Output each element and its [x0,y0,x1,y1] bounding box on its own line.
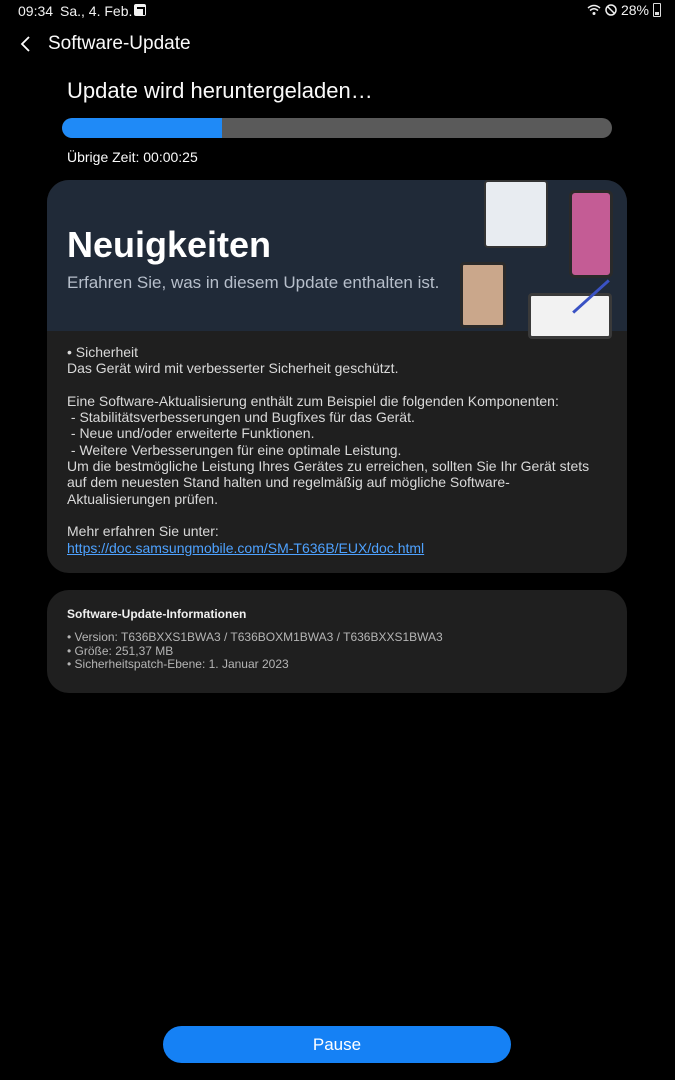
battery-icon [653,3,661,17]
info-list [67,631,443,672]
app-header [0,28,675,62]
whats-new-card [47,180,627,573]
foldable-illustration [460,262,506,328]
whats-new-title: Neuigkeiten [67,224,272,265]
update-info-card [47,590,627,693]
status-date: Sa., 4. Feb. [60,3,133,19]
page-title: Software-Update [48,33,191,54]
notes-line: - Stabilitätsverbesserungen und Bugfixes für das Gerät. [67,409,415,426]
info-size: • Größe: 251,37 MB [67,643,174,658]
phone-illustration [569,190,613,278]
remaining-time: Übrige Zeit: 00:00:25 [67,149,198,165]
tablet-illustration [528,293,612,339]
pause-button[interactable]: Pause [163,1026,511,1063]
download-progress-bar [62,118,612,138]
info-title: Software-Update-Informationen [67,607,247,621]
device-illustration [484,180,548,248]
whats-new-subtitle: Erfahren Sie, was in diesem Update enthalten ist. [67,273,440,292]
wifi-icon [587,4,601,16]
notification-icon [134,4,146,16]
status-time: 09:34 [18,3,54,19]
notes-line: Das Gerät wird mit verbesserter Sicherheit geschützt. [67,360,399,377]
notes-line: Mehr erfahren Sie unter: [67,523,219,540]
info-version: • Version: T636BXXS1BWA3 / T636BOXM1BWA3 / T636BXXS1BWA3 [67,630,443,644]
notes-line: • Sicherheit [67,344,139,360]
notes-line: Eine Software-Aktualisierung enthält zum Beispiel die folgenden Komponenten: [67,392,559,409]
whats-new-banner [47,180,627,331]
info-security-patch: • Sicherheitspatch-Ebene: 1. Januar 2023 [67,657,289,671]
download-heading: Update wird heruntergeladen… [67,78,373,103]
battery-percent: 28% [620,2,649,18]
notes-line: Um die bestmögliche Leistung Ihres Gerätes zu erreichen, sollten Sie Ihr Gerät stets auf dem neuesten Stand halten und regelmäßig auf mögliche Software-Aktualisierungen prüfen. [67,458,590,507]
notes-line: - Neue und/oder erweiterte Funktionen. [67,425,315,442]
notes-line [67,507,612,523]
dnd-icon [605,4,617,16]
notes-line [67,377,612,393]
progress-fill [62,118,222,138]
doc-link[interactable]: https://doc.samsungmobile.com/SM-T636B/EUX/doc.html [67,539,425,556]
back-arrow-icon[interactable] [16,34,36,54]
status-icons [587,2,661,18]
notes-line: - Weitere Verbesserungen für eine optimale Leistung. [67,441,402,458]
release-notes [67,344,612,556]
status-bar [0,0,675,22]
